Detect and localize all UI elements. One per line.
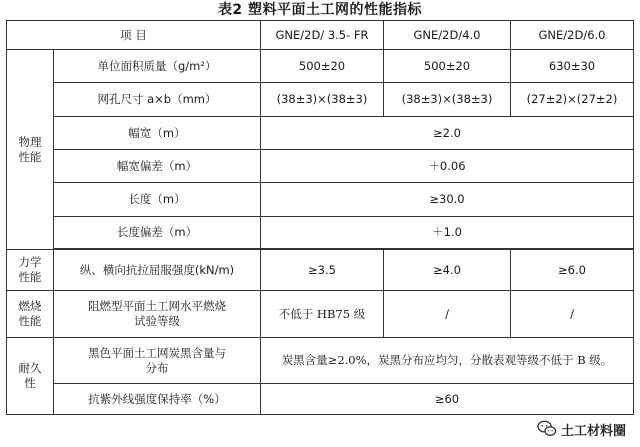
table-title: 表2 塑料平面土工网的性能指标 — [217, 2, 423, 18]
cell: 630±30 — [511, 50, 634, 83]
cell: ≥4.0 — [384, 250, 511, 291]
cell: (38±3)×(38±3) — [384, 83, 511, 117]
group-physical: 物理 性能 — [7, 50, 54, 250]
cell: / — [511, 291, 634, 338]
cell: 炭黑含量≥2.0%，炭黑分布应均匀，分散表观等级不低于 B 级。 — [261, 338, 634, 384]
cell: ≥60 — [261, 384, 634, 415]
cell: ＋0.06 — [261, 150, 634, 183]
header-col2: GNE/2D/4.0 — [384, 21, 511, 50]
watermark — [533, 419, 630, 439]
table-row — [7, 50, 634, 83]
cell: ≥2.0 — [261, 117, 634, 150]
cell: 500±20 — [261, 50, 384, 83]
row-label: 网孔尺寸 a×b（mm） — [54, 83, 261, 117]
wechat-icon — [537, 420, 557, 438]
header-col1: GNE/2D/ 3.5- FR — [261, 21, 384, 50]
cell: (38±3)×(38±3) — [261, 83, 384, 117]
row-label: 长度（m） — [54, 183, 261, 217]
row-label: 阻燃型平面土工网水平燃烧 试验等级 — [54, 291, 261, 338]
cell: ＋1.0 — [261, 217, 634, 249]
table-row — [7, 250, 634, 291]
cell: ≥3.5 — [261, 250, 384, 291]
row-label: 幅宽（m） — [54, 117, 261, 150]
table-row — [7, 338, 634, 384]
row-label: 单位面积质量（g/m²） — [54, 50, 261, 83]
header-col3: GNE/2D/6.0 — [511, 21, 634, 50]
cell: 不低于 HB75 级 — [261, 291, 384, 338]
group-burning: 燃烧 性能 — [7, 291, 54, 338]
cell: (27±2)×(27±2) — [511, 83, 634, 117]
row-label: 纵、横向抗拉屈服强度(kN/m) — [54, 250, 261, 291]
watermark-text: 土工材料圈 — [560, 423, 626, 439]
cell: / — [384, 291, 511, 338]
spec-table — [6, 20, 634, 415]
cell: 500±20 — [384, 50, 511, 83]
cell: ≥6.0 — [511, 250, 634, 291]
table-row — [7, 183, 634, 217]
row-label: 幅宽偏差（m） — [54, 150, 261, 183]
table-row — [7, 384, 634, 415]
table-row — [7, 117, 634, 150]
table-row — [7, 217, 634, 249]
row-label: 抗紫外线强度保持率（%） — [54, 384, 261, 415]
table-header-row — [7, 21, 634, 50]
table-row — [7, 83, 634, 117]
group-durability: 耐久 性 — [7, 338, 54, 415]
group-mechanical: 力学 性能 — [7, 250, 54, 291]
row-label: 黑色平面土工网炭黑含量与 分布 — [54, 338, 261, 384]
header-item: 项 目 — [7, 21, 261, 50]
row-label: 长度偏差（m） — [54, 217, 261, 249]
table-row — [7, 150, 634, 183]
table-row — [7, 291, 634, 338]
cell: ≥30.0 — [261, 183, 634, 217]
